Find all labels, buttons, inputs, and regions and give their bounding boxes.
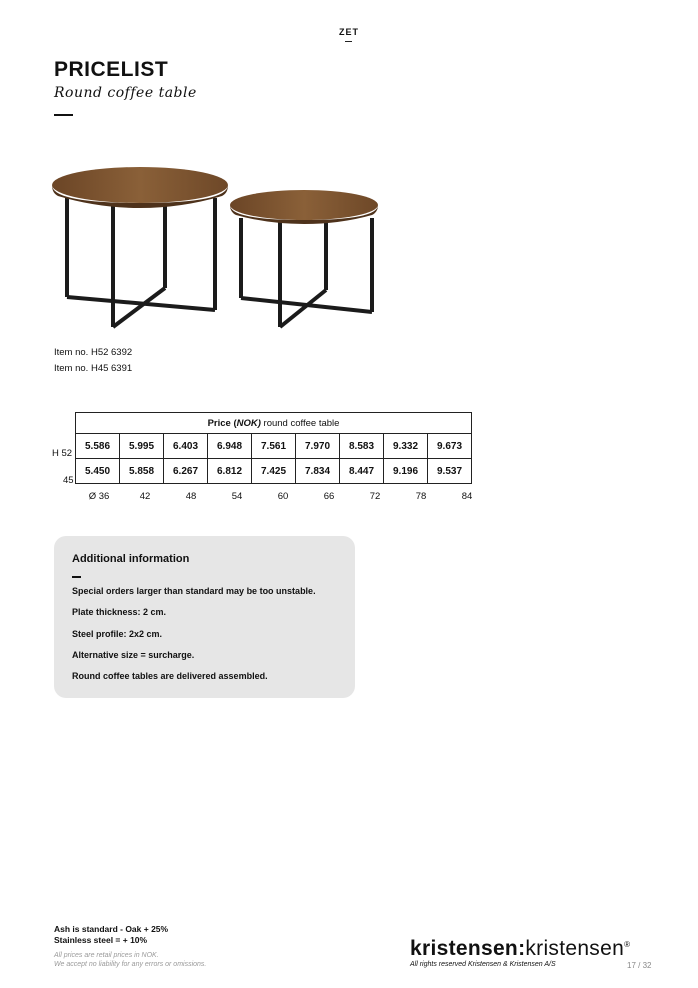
price-cell: 9.196 [384,459,428,484]
price-cell: 6.948 [208,434,252,459]
price-cell: 5.450 [76,459,120,484]
price-cell: 7.834 [296,459,340,484]
price-cell: 9.673 [428,434,472,459]
page-number: 17 / 32 [627,961,652,970]
price-table-header [76,413,472,434]
diameter-label: 84 [461,491,473,502]
registered-mark: ® [624,940,631,949]
small-table-top [230,190,378,220]
price-cell: 6.267 [164,459,208,484]
diameter-label: 78 [415,491,427,502]
large-table-top [52,167,228,203]
diameter-label: 66 [323,491,335,502]
page-title: PRICELIST [54,58,169,81]
row-label-h45: 45 [63,475,74,486]
price-cell: 8.583 [340,434,384,459]
footer-liability-note: We accept no liability for any errors or omissions. [54,961,207,968]
logo-light-word: kristensen [525,937,625,960]
logo-separator: : [518,937,526,960]
footer-ash-note: Ash is standard - Oak + 25% [54,924,169,934]
rights-reserved: All rights reserved Kristensen & Kristensen A/S [410,961,556,968]
brand-logo [410,937,630,961]
price-cell: 7.425 [252,459,296,484]
info-line: Round coffee tables are delivered assembled. [72,671,268,681]
diameter-label: Ø 36 [88,491,110,502]
row-label-h52: H 52 [52,448,73,459]
small-table [241,218,372,327]
large-table [67,198,215,327]
table-row-h45 [76,459,472,484]
info-line: Special orders larger than standard may be too unstable. [72,586,316,596]
additional-info-dash [72,576,81,578]
diameter-label: 72 [369,491,381,502]
info-line: Steel profile: 2x2 cm. [72,629,163,639]
price-cell: 6.403 [164,434,208,459]
price-cell: 8.447 [340,459,384,484]
title-rule [54,114,73,116]
footer-price-note: All prices are retail prices in NOK. [54,952,159,959]
price-cell: 6.812 [208,459,252,484]
page-subtitle: Round coffee table [54,85,197,101]
footer-steel-note: Stainless steel = + 10% [54,935,148,945]
product-image [48,160,388,335]
table-row-h52 [76,434,472,459]
diameter-label: 42 [139,491,151,502]
price-cell: 7.561 [252,434,296,459]
logo-bold-word: kristensen [410,937,519,960]
brand-label: ZET [339,27,359,37]
brand-dash [345,41,352,42]
additional-info-title: Additional information [72,553,190,565]
currency-label: NOK) [236,417,261,429]
price-cell: 5.995 [120,434,164,459]
price-cell: 9.537 [428,459,472,484]
price-cell: 5.586 [76,434,120,459]
price-cell: 9.332 [384,434,428,459]
info-line: Alternative size = surcharge. [72,650,195,660]
diameter-label: 60 [277,491,289,502]
price-label-bold: Price ( [207,417,237,429]
price-table [75,412,472,484]
price-label-rest: round coffee table [260,417,340,429]
price-cell: 5.858 [120,459,164,484]
item-number-h52: Item no. H52 6392 [54,347,133,358]
diameter-label: 48 [185,491,197,502]
diameter-label: 54 [231,491,243,502]
item-number-h45: Item no. H45 6391 [54,363,133,374]
price-cell: 7.970 [296,434,340,459]
info-line: Plate thickness: 2 cm. [72,607,167,617]
